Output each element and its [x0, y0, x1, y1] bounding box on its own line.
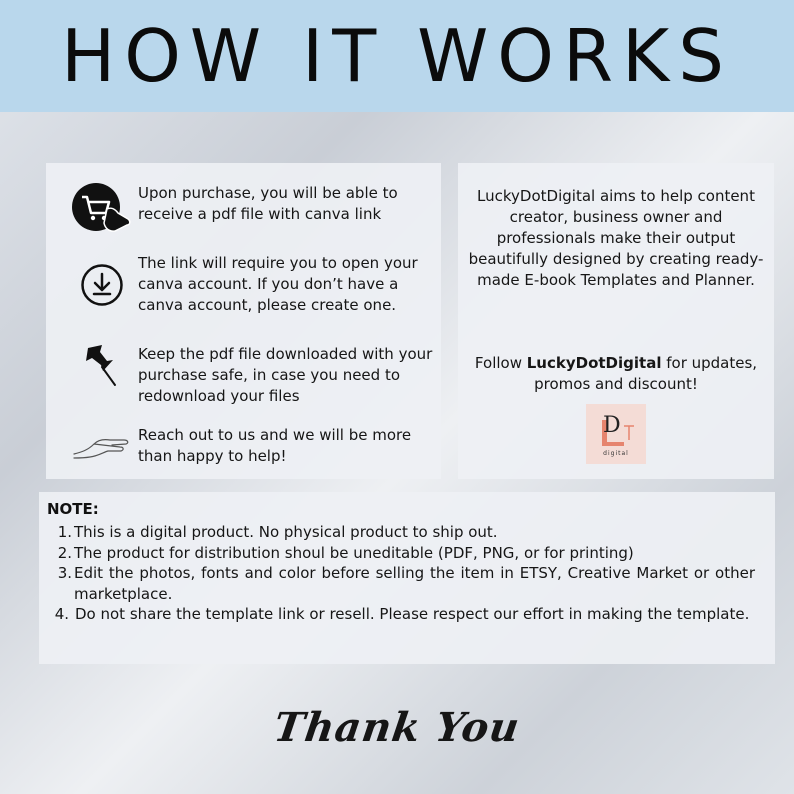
follow-text: [466, 353, 766, 395]
note-item: [47, 604, 755, 625]
shopping-cart-hand-icon: [71, 183, 133, 235]
brand-name: LuckyDotDigital: [526, 354, 662, 372]
note-text: Edit the photos, fonts and color before selling the item in ETSY, Creative Market or other marketplace.: [74, 564, 755, 603]
note-number: 3.: [57, 564, 72, 582]
note-list: [47, 522, 755, 625]
about-panel: [458, 163, 774, 479]
logo-mark: D: [603, 413, 621, 438]
download-icon: [78, 261, 126, 309]
page-title: HOW IT WORKS: [61, 14, 733, 98]
logo-sub: digital: [603, 450, 629, 457]
note-item: [47, 563, 755, 604]
header-banner: [0, 0, 794, 112]
step-text: The link will require you to open your canva account. If you don’t have a canva account, please create one.: [138, 254, 418, 314]
note-panel: [39, 492, 775, 664]
note-number: 2.: [57, 543, 72, 562]
follow-suffix: for updates, promos and discount!: [534, 354, 758, 393]
open-hand-icon: [72, 429, 132, 461]
note-item: [47, 543, 755, 564]
step-text: Upon purchase, you will be able to receive a pdf file with canva link: [138, 184, 398, 223]
thank-you-signature: Thank You: [271, 704, 523, 751]
note-text: Do not share the template link or resell. Please respect our effort in making the template.: [75, 605, 750, 623]
about-text: LuckyDotDigital aims to help content creator, business owner and professionals make their output beautifully designed by creating ready-made E-book Templates and Planner.: [468, 187, 764, 289]
steps-panel: [46, 163, 441, 479]
note-number: 4.: [54, 605, 69, 623]
note-title: NOTE:: [47, 500, 99, 518]
note-text: The product for distribution shoul be uneditable (PDF, PNG, or for printing): [74, 543, 634, 562]
pushpin-icon: [82, 344, 122, 388]
follow-prefix: Follow: [474, 354, 527, 372]
note-item: [47, 522, 755, 543]
note-number: 1.: [57, 523, 72, 541]
step-text: Keep the pdf file downloaded with your purchase safe, in case you need to redownload your files: [138, 345, 433, 405]
brand-logo: [586, 404, 646, 464]
note-text: This is a digital product. No physical product to ship out.: [74, 523, 498, 541]
step-text: Reach out to us and we will be more than happy to help!: [138, 426, 412, 465]
